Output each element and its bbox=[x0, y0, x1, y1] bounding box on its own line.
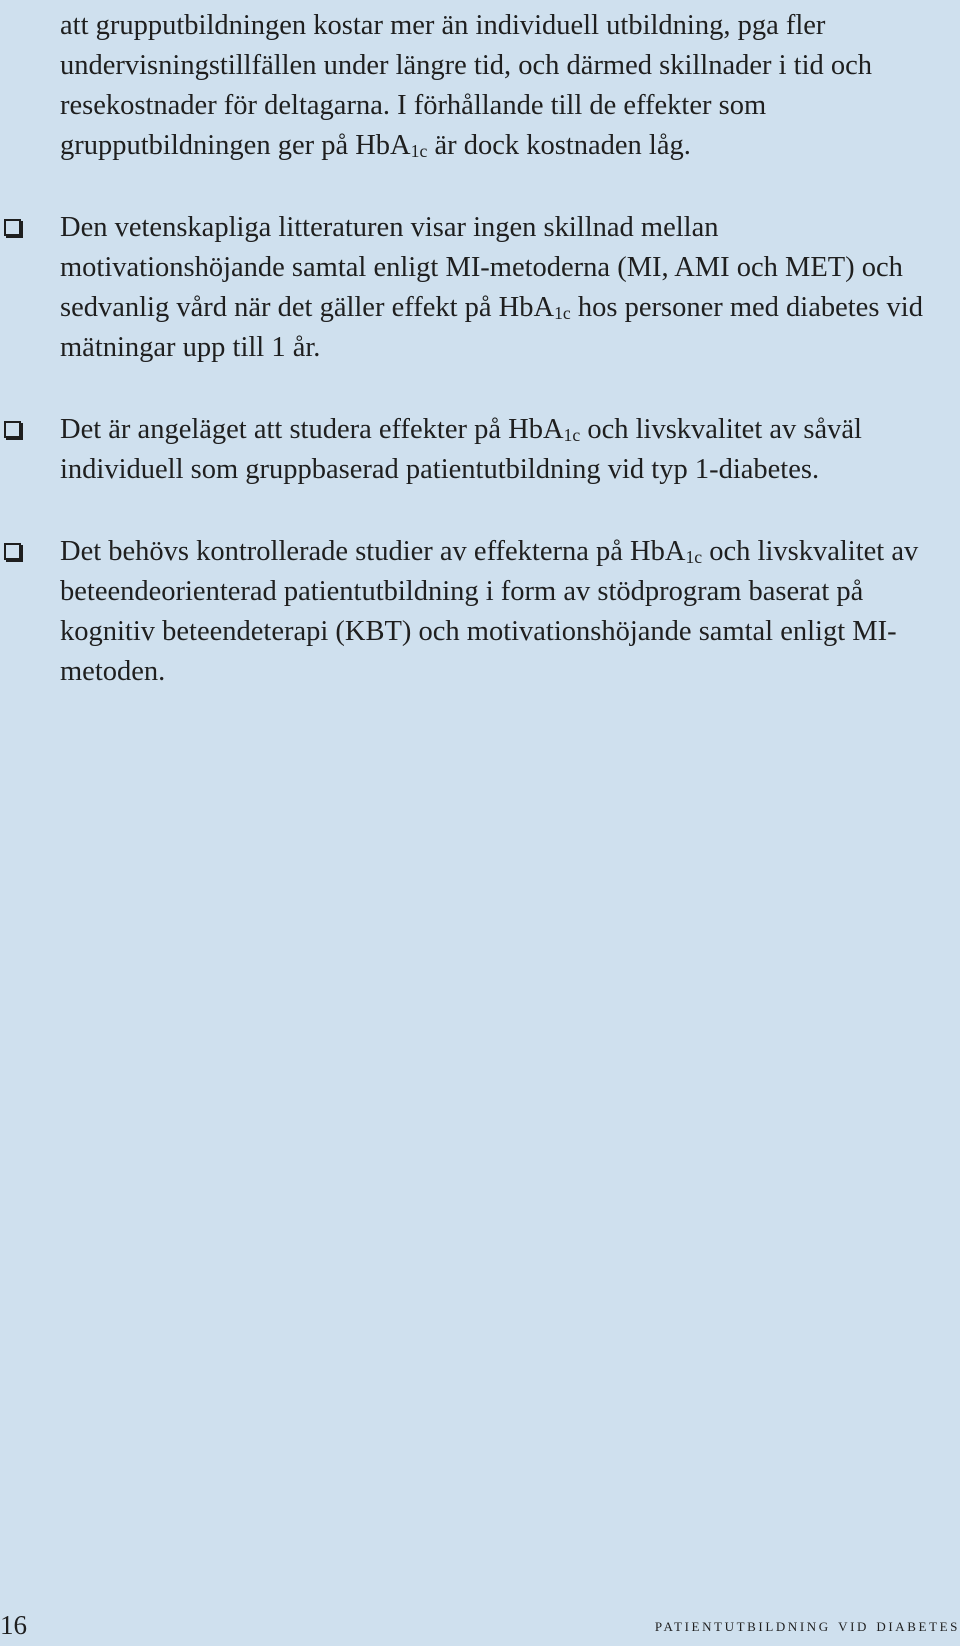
page-footer bbox=[0, 1610, 960, 1640]
bullet-text-after: och livskvalitet av beteendeorienterad patientutbildning i form av stödprogram baserat på kognitiv beteendeterapi (KBT) och motivationshöjande samtal enligt MI-metoden. bbox=[60, 536, 919, 687]
bullet-text-before: Det behövs kontrollerade studier av effekterna på HbA bbox=[60, 536, 686, 567]
list-item bbox=[60, 410, 940, 490]
intro-subscript: 1c bbox=[410, 141, 428, 162]
bullet-text-before: Den vetenskapliga litteraturen visar ingen skillnad mellan motivationshöjande samtal enligt MI-metoderna (MI, AMI och MET) och sedvanlig vård när det gäller effekt på HbA bbox=[60, 212, 903, 323]
intro-text-before: att grupputbildningen kostar mer än individuell utbildning, pga fler undervisningstillfällen under längre tid, och därmed skillnader i tid och resekostnader för deltagarna. I förhållande till de effekter som grupputbildningen ger på HbA bbox=[60, 10, 873, 161]
checkbox-bullet-icon bbox=[4, 421, 21, 438]
page-content bbox=[60, 6, 940, 692]
intro-paragraph bbox=[60, 6, 940, 166]
bullet-text-after: hos personer med diabetes vid mätningar upp till 1 år. bbox=[60, 292, 923, 363]
bullet-list bbox=[60, 208, 940, 692]
page-number: 16 bbox=[0, 1610, 27, 1640]
bullet-text-before: Det är angeläget att studera effekter på HbA bbox=[60, 414, 564, 445]
bullet-subscript: 1c bbox=[554, 303, 571, 324]
checkbox-bullet-icon bbox=[4, 219, 21, 236]
bullet-text-after: och livskvalitet av såväl individuell som gruppbaserad patientutbildning vid typ 1-diabetes. bbox=[60, 414, 862, 485]
bullet-subscript: 1c bbox=[685, 547, 703, 568]
intro-text-after: är dock kostnaden låg. bbox=[427, 130, 691, 161]
bullet-subscript: 1c bbox=[563, 425, 581, 446]
list-item bbox=[60, 532, 940, 692]
list-item bbox=[60, 208, 940, 368]
checkbox-bullet-icon bbox=[4, 543, 21, 560]
running-title: patientutbildning vid diabetes bbox=[654, 1615, 960, 1636]
